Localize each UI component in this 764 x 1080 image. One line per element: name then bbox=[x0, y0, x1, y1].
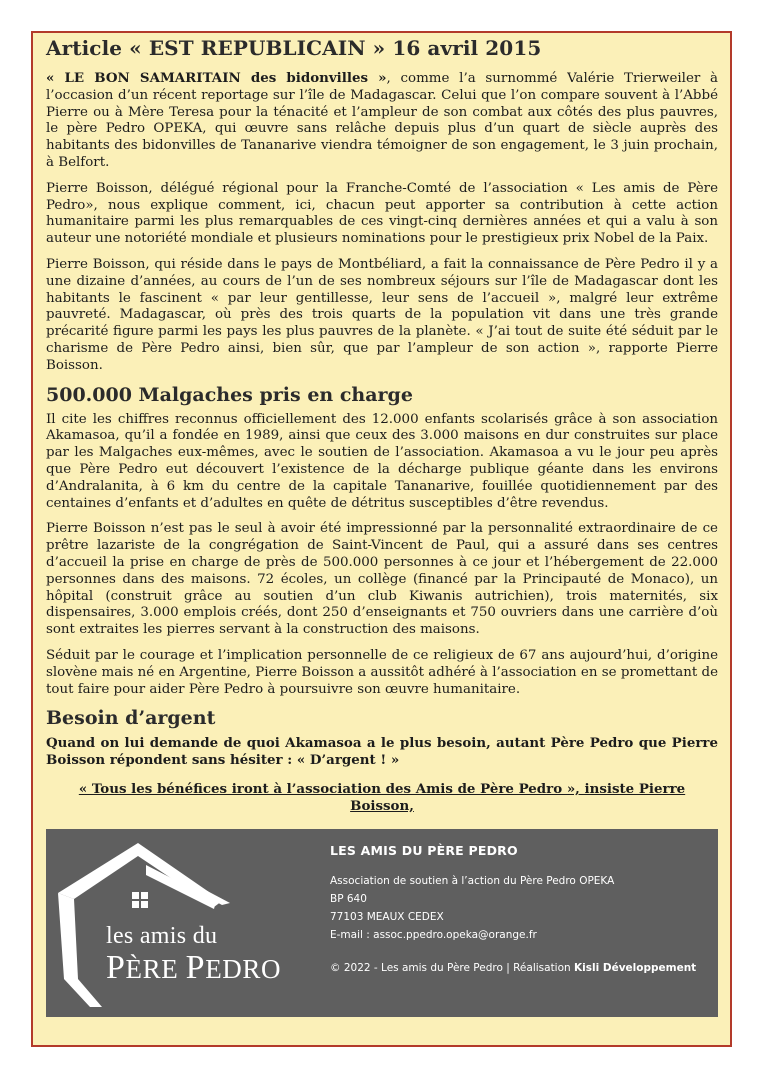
footer-banner bbox=[46, 829, 718, 1017]
logo-line-2: PÈRE PEDRO bbox=[106, 949, 282, 986]
article bbox=[46, 36, 718, 823]
paragraph-2: Pierre Boisson, délégué régional pour la Franche-Comté de l’association « Les amis de Père Pedro», nous explique comment, ici, chacun peut apporter sa contribution à cette action humanitaire parmi les plus remarquables de ces vingt-cinq dernières années et qui a valu à son auteur une notoriété mondiale et plusieurs nominations pour le prestigieux prix Nobel de la Paix. bbox=[46, 180, 718, 247]
paragraph-6: Séduit par le courage et l’implication personnelle de ce religieux de 67 ans aujourd’hui, d’origine slovène mais né en Argentine, Pierre Boisson a aussitôt adhéré à l’association en se promettant de tout faire pour aider Père Pedro à poursuivre son œuvre humanitaire. bbox=[46, 647, 718, 697]
lead-text: , comme l’a surnommé Valérie Trierweiler à l’occasion d’un récent reportage sur l’île de Madagascar. Celui que l’on compare souvent à l’Abbé Pierre ou à Mère Teresa pour la ténacité et l’ampleur de son combat aux côtés des plus pauvres, le père Pedro OPEKA, qui œuvre sans relâche depuis plus d’un quart de siècle auprès des habitants des bidonvilles de Tananarive viendra témoigner de son engagement, le 3 juin prochain, à Belfort. bbox=[46, 71, 719, 170]
paragraph-7: Quand on lui demande de quoi Akamasoa a le plus besoin, autant Père Pedro que Pierre Boisson répondent sans hésiter : « D’argent ! » bbox=[46, 735, 718, 769]
paragraph-4: Il cite les chiffres reconnus officiellement des 12.000 enfants scolarisés grâce à son association Akamasoa, qu’il a fondée en 1989, ainsi que ceux des 3.000 maisons en dur construites sur place par les Malgaches eux-mêmes, avec le soutien de l’association. Akamasoa a vu le jour peu après que Père Pedro eut découvert l’existence de la décharge publique géante dans les environs d’Andralanita, à 6 km du centre de la capitale Tananarive, fouillée quotidiennement par des centaines d’enfants et d’adultes en quête de détritus susceptibles d’être revendus. bbox=[46, 411, 718, 511]
lead-bold: « LE BON SAMARITAIN des bidonvilles » bbox=[46, 70, 387, 86]
org-name: LES AMIS DU PÈRE PEDRO bbox=[330, 843, 518, 858]
email-address[interactable]: E-mail : assoc.ppedro.opeka@orange.fr bbox=[330, 929, 537, 941]
section-heading-1: 500.000 Malgaches pris en charge bbox=[46, 383, 413, 406]
closing-quote: « Tous les bénéfices iront à l’association des Amis de Père Pedro », insiste Pierre Boisson, bbox=[78, 780, 686, 814]
section-heading-2: Besoin d’argent bbox=[46, 707, 216, 730]
contact-info bbox=[330, 843, 696, 974]
org-description: Association de soutien à l’action du Père Pedro OPEKA bbox=[330, 875, 615, 887]
lead-paragraph bbox=[46, 70, 718, 172]
developer-credit: Kisli Développement bbox=[574, 962, 697, 974]
association-logo bbox=[46, 829, 316, 1017]
article-title: Article « EST REPUBLICAIN » 16 avril 2015 bbox=[46, 36, 542, 60]
paragraph-3: Pierre Boisson, qui réside dans le pays de Montbéliard, a fait la connaissance de Père Pedro il y a une dizaine d’années, au cours de l’un de ses nombreux séjours sur l’île de Madagascar dont les habitants le fascinent « par leur gentillesse, leur sens de l’accueil », malgré leur extrême pauvreté. Madagascar, où près des trois quarts de la population vit dans une très grande précarité figure parmi les pays les plus pauvres de la planète. « J’ai tout de suite été séduit par le charisme de Père Pedro ainsi, bien sûr, que par l’ampleur de son action », rapporte Pierre Boisson. bbox=[46, 256, 718, 373]
postal-city: 77103 MEAUX CEDEX bbox=[330, 911, 444, 923]
paragraph-5: Pierre Boisson n’est pas le seul à avoir été impressionné par la personnalité extraordinaire de ce prêtre lazariste de la congrégation de Saint-Vincent de Paul, qui a assuré dans ses centres d’accueil la prise en charge de près de 500.000 personnes à ce jour et l’hébergement de 22.000 personnes dans des maisons. 72 écoles, un collège (financé par la Principauté de Monaco), un hôpital (construit grâce au soutien d’un club Kiwanis autrichien), trois maternités, six dispensaires, 3.000 emplois créés, dont 250 d’enseignants et 750 ouvriers dans une carrière d’où sont extraites les pierres servant à la construction des maisons. bbox=[46, 521, 718, 638]
copyright-line: © 2022 - Les amis du Père Pedro | Réalisation Kisli Développement bbox=[330, 962, 697, 974]
postal-box: BP 640 bbox=[330, 893, 367, 905]
logo-line-1: les amis du bbox=[106, 923, 218, 949]
